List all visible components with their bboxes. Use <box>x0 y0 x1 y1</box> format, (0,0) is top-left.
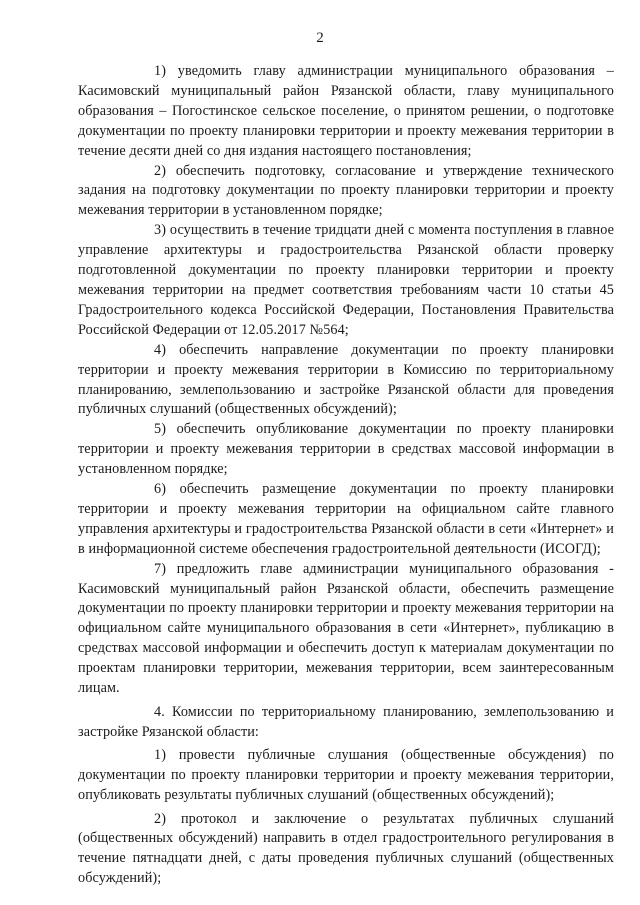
subitem-2 <box>78 810 614 890</box>
item-number: 1) <box>154 746 167 763</box>
item-number: 6) <box>154 481 167 498</box>
section-number: 4. <box>154 704 165 720</box>
paragraph-section-4 <box>78 703 614 743</box>
paragraph-item-1 <box>78 62 614 162</box>
paragraph-item-3 <box>78 221 614 340</box>
item-text: обеспечить направление документации по проекту планировки территории и проекту межевания территории в Комиссию по территориальному планированию, землепользованию и застройке Рязанской области для проведения публичных слушаний (общественных обсуждений); <box>78 341 615 418</box>
item-text: протокол и заключение о результатах публичных слушаний (общественных обсуждений) направить в отдел градостроительного регулирования в течение пятнадцати дней, с даты проведения публичных слушаний (общественных обсуждений); <box>78 810 614 887</box>
page-number: 2 <box>316 30 324 46</box>
paragraph-item-7 <box>78 560 614 699</box>
item-number: 2) <box>154 162 167 179</box>
item-number: 7) <box>154 560 167 577</box>
item-number: 3) <box>154 222 167 239</box>
item-text: обеспечить размещение документации по проекту планировки территории и проекту межевания территории на официальном сайте главного управления архитектуры и градостроительства Рязанской области в сети «Интернет» и в информационной системе обеспечения градостроительной деятельности (ИСОГД); <box>78 481 614 557</box>
item-text: обеспечить опубликование документации по проекту планировки территории и проекту межевания территории в средствах массовой информации в установленном порядке; <box>78 421 614 478</box>
item-text: уведомить главу администрации муниципального образования – Касимовский муниципальный район Рязанской области, главу муниципального образования – Погостинское сельское поселение, о принятом решении, о подготовке документации по проекту планировки территории и проекту межевания территории в течение десяти дней со дня издания настоящего постановления; <box>78 63 614 159</box>
item-number: 1) <box>154 63 167 79</box>
item-text: провести публичные слушания (общественные обсуждения) по документации по проекту планировки территории и проекту межевания территории, опубликовать результаты публичных слушаний (общественных обсуждений); <box>78 746 614 803</box>
paragraph-item-6 <box>78 480 614 560</box>
subitem-1 <box>78 746 614 806</box>
paragraph-item-4 <box>78 341 614 421</box>
item-number: 5) <box>154 421 167 438</box>
paragraph-item-5 <box>78 420 614 480</box>
item-number: 4) <box>154 341 167 358</box>
item-number: 2) <box>154 810 167 827</box>
item-text: предложить главе администрации муниципального образования - Касимовский муниципальный район Рязанской области, обеспечить размещение документации по проекту планировки территории и проекту межевания территории на официальном сайте муниципального образования в сети «Интернет», публикацию в средствах массовой информации и обеспечить доступ к материалам документации по проектам планировки территории, межевания территории, всем заинтересованным лицам. <box>78 560 614 697</box>
section-text: Комиссии по территориальному планированию, землепользованию и застройке Рязанской области: <box>78 704 614 740</box>
item-text: обеспечить подготовку, согласование и утверждение технического задания на подготовку документации по проекту планировки территории и проекту межевания территории в установленном порядке; <box>78 162 614 219</box>
paragraph-item-2 <box>78 162 614 222</box>
document-body <box>78 62 614 893</box>
item-text: осуществить в течение тридцати дней с момента поступления в главное управление архитектуры и градостроительства Рязанской области проверку подготовленной документации по проекту планировки территории и проекту межевания территории на предмет соответствия требованиям части 10 статьи 45 Градостроительного кодекса Российской Федерации, Постановления Правительства Российской Федерации от 12.05.2017 №564; <box>78 222 614 338</box>
